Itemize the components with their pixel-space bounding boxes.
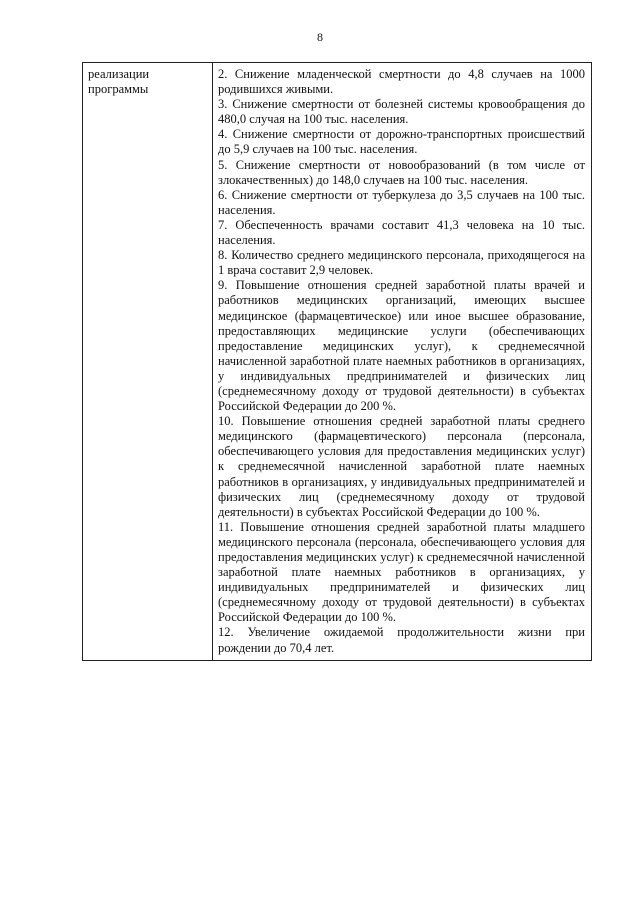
target-item: 7. Обеспеченность врачами составит 41,3 человека на 10 тыс. населения. — [218, 217, 585, 248]
target-item: 10. Повышение отношения средней заработной платы среднего медицинского (фармацевтического) персонала (персонала, обеспечивающего условия для предоставления медицинских услуг) к среднемесячной начисленной заработной плате наемных работников в организациях, у индивидуальных предпринимателей и физических лиц (среднемесячному доходу от трудовой деятельности) в субъектах Российской Федерации до 100 %. — [218, 414, 585, 519]
target-item: 12. Увеличение ожидаемой продолжительности жизни при рождении до 70,4 лет. — [218, 625, 585, 655]
target-item: 2. Снижение младенческой смертности до 4,8 случаев на 1000 родившихся живыми. — [218, 67, 585, 97]
target-item: 8. Количество среднего медицинского персонала, приходящегося на 1 врача составит 2,9 человек. — [218, 248, 585, 278]
target-item: 6. Снижение смертности от туберкулеза до 3,5 случаев на 100 тыс. населения. — [218, 187, 585, 217]
page-number: 8 — [317, 30, 323, 44]
targets-cell — [213, 63, 592, 661]
target-item: 9. Повышение отношения средней заработной платы врачей и работников медицинских организаций, имеющих высшее медицинское (фармацевтическое) или иное высшее образование, предоставляющих медицинские услуги (обеспечивающих предоставление медицинских услуг), к среднемесячной начисленной заработной плате наемных работников в организациях, у индивидуальных предпринимателей и физических лиц (среднемесячному доходу от трудовой деятельности) в субъектах Российской Федерации до 200 %. — [218, 278, 585, 414]
table-row — [83, 63, 592, 661]
target-item: 11. Повышение отношения средней заработной платы младшего медицинского персонала (персонала, обеспечивающего условия для предоставления медицинских услуг) к среднемесячной начисленной заработной плате наемных работников в организациях, у индивидуальных предпринимателей и физических лиц (среднемесячному доходу от трудовой деятельности) в субъектах Российской Федерации до 100 %. — [218, 519, 585, 625]
target-item: 4. Снижение смертности от дорожно-транспортных происшествий до 5,9 случаев на 100 тыс. населения. — [218, 127, 585, 157]
target-item: 5. Снижение смертности от новообразований (в том числе от злокачественных) до 148,0 случаев на 100 тыс. населения. — [218, 157, 585, 187]
target-item: 3. Снижение смертности от болезней системы кровообращения до 480,0 случая на 100 тыс. населения. — [218, 97, 585, 127]
left-cell-label: реализации программы — [83, 63, 213, 661]
program-table — [82, 62, 592, 661]
